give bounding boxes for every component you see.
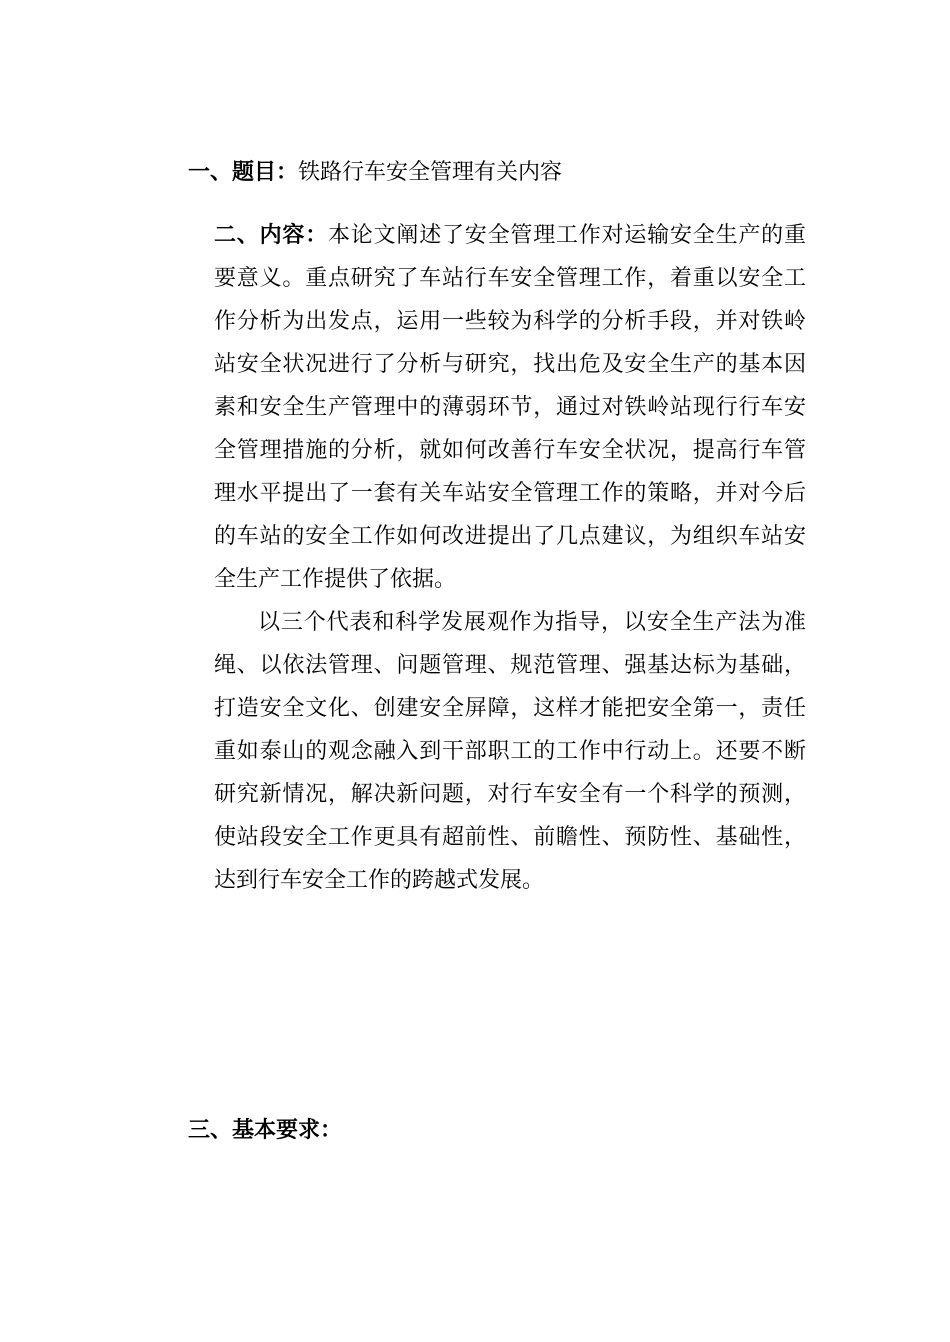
section-content	[214, 214, 806, 902]
section-title-label: 一、题目：	[188, 159, 299, 185]
section-title-value: 铁路行车安全管理有关内容	[298, 160, 563, 185]
section-requirements-label: 三、基本要求：	[188, 1117, 343, 1143]
content-paragraph-1	[214, 214, 806, 601]
content-paragraph-2: 以三个代表和科学发展观作为指导，以安全生产法为准绳、以依法管理、问题管理、规范管理、强基达标为基础，打造安全文化、创建安全屏障，这样才能把安全第一，责任重如泰山的观念融入到干部职工的工作中行动上。还要不断研究新情况，解决新问题，对行车安全有一个科学的预测，使站段安全工作更具有超前性、前瞻性、预防性、基础性，达到行车安全工作的跨越式发展。	[214, 610, 806, 893]
section-requirements	[188, 1115, 342, 1146]
content-paragraph-1-text: 本论文阐述了安全管理工作对运输安全生产的重要意义。重点研究了车站行车安全管理工作，着重以安全工作分析为出发点，运用一些较为科学的分析手段，并对铁岭站安全状况进行了分析与研究，找出危及安全生产的基本因素和安全生产管理中的薄弱环节，通过对铁岭站现行行车安全管理措施的分析，就如何改善行车安全状况，提高行车管理水平提出了一套有关车站安全管理工作的策略，并对今后的车站的安全工作如何改进提出了几点建议，为组织车站安全生产工作提供了依据。	[214, 223, 806, 592]
section-content-label: 二、内容：	[214, 222, 328, 248]
section-title	[188, 157, 562, 188]
